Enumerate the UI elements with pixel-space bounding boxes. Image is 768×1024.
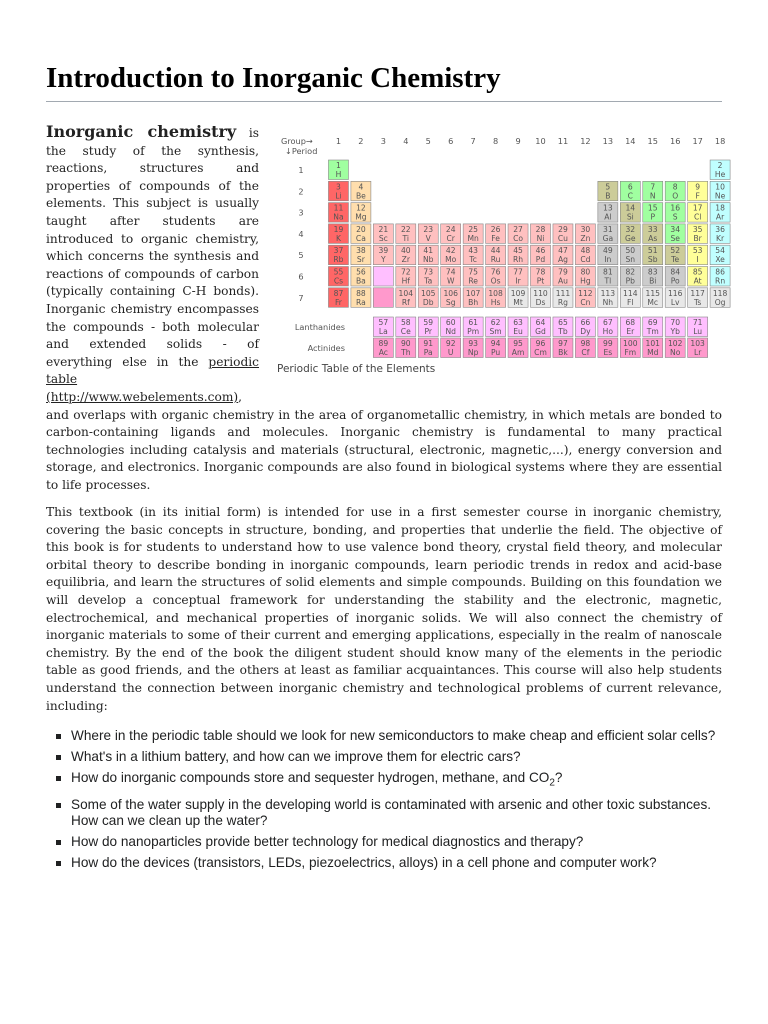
element-symbol: Ni — [536, 233, 545, 243]
element-number: 27 — [513, 224, 523, 234]
element-symbol: Np — [467, 348, 479, 357]
element-symbol: Th — [401, 348, 411, 357]
question-text: Where in the periodic table should we look for new semiconductors to make cheap and efficient solar cells? — [71, 728, 716, 743]
element-number: 39 — [378, 246, 389, 256]
element-number: 44 — [490, 246, 501, 256]
element-symbol: Lu — [693, 327, 703, 336]
element-symbol: Ir — [515, 276, 521, 286]
element-symbol: Na — [333, 212, 344, 222]
element-symbol: Fl — [627, 297, 634, 307]
element-number: 95 — [513, 339, 523, 348]
element-symbol: Fe — [491, 233, 500, 243]
element-number: 90 — [400, 339, 411, 348]
element-symbol: Mn — [467, 233, 479, 243]
element-number: 15 — [647, 203, 658, 213]
element-number: 51 — [647, 246, 658, 256]
element-number: 69 — [647, 318, 658, 327]
group-number: 13 — [602, 136, 614, 146]
group-number: 11 — [557, 136, 569, 146]
element-number: 86 — [715, 267, 725, 277]
element-number: 80 — [580, 267, 591, 277]
question-text: How do inorganic compounds store and sequester hydrogen, methane, and CO — [71, 770, 550, 785]
element-symbol: Sc — [378, 233, 388, 243]
period-number: 7 — [298, 292, 304, 303]
element-symbol: Rf — [401, 297, 410, 307]
figure-caption: Periodic Table of the Elements — [277, 363, 436, 375]
period-number: 6 — [298, 271, 304, 282]
question-tail: ? — [554, 770, 563, 785]
element-symbol: Hg — [580, 276, 591, 286]
element-number: 89 — [378, 339, 389, 348]
element-number: 45 — [513, 246, 523, 256]
element-symbol: Pt — [536, 276, 545, 286]
element-number: 104 — [398, 288, 414, 298]
element-number: 4 — [358, 182, 364, 192]
element-symbol: Rg — [557, 297, 569, 307]
element-number: 105 — [421, 288, 436, 298]
list-item — [46, 797, 722, 829]
element-symbol: P — [650, 212, 656, 222]
element-number: 10 — [715, 182, 725, 192]
element-symbol: Am — [511, 348, 525, 357]
element-symbol: Kr — [716, 233, 725, 243]
element-number: 115 — [645, 288, 660, 298]
element-number: 47 — [558, 246, 568, 256]
element-number: 81 — [603, 267, 613, 277]
element-number: 33 — [647, 224, 658, 234]
bullet-icon — [56, 755, 61, 760]
element-symbol: Bk — [558, 348, 568, 357]
element-symbol: Md — [647, 348, 659, 357]
element-number: 74 — [445, 267, 456, 277]
element-symbol: Rn — [715, 276, 726, 286]
element-symbol: Rb — [333, 255, 344, 265]
element-symbol: Se — [670, 233, 680, 243]
group-number: 5 — [425, 136, 431, 146]
element-number: 35 — [692, 224, 703, 234]
element-number: 93 — [468, 339, 478, 348]
list-item — [46, 749, 722, 765]
period-label: ↓Period — [285, 146, 318, 156]
element-symbol: Ga — [602, 233, 614, 243]
element-symbol: At — [693, 276, 702, 286]
element-symbol: Ac — [378, 348, 388, 357]
element-number: 77 — [513, 267, 523, 277]
element-symbol: Zn — [580, 233, 591, 243]
element-number: 49 — [603, 246, 613, 256]
periodic-table — [277, 125, 728, 395]
element-number: 6 — [627, 182, 633, 192]
element-symbol: As — [648, 233, 658, 243]
element-number: 52 — [670, 246, 681, 256]
element-number: 61 — [468, 318, 478, 327]
element-symbol: B — [605, 191, 611, 201]
co2-subscript: 2 — [549, 777, 555, 789]
element-number: 103 — [690, 339, 705, 348]
element-symbol: Ds — [535, 297, 546, 307]
element-symbol: Ca — [355, 233, 366, 243]
element-number: 112 — [578, 288, 593, 298]
period-number: 2 — [298, 186, 304, 197]
element-symbol: O — [672, 191, 679, 201]
period-number: 4 — [298, 228, 304, 239]
element-number: 58 — [400, 318, 411, 327]
group-number: 17 — [692, 136, 703, 146]
element-number: 85 — [692, 267, 703, 277]
element-number: 56 — [356, 267, 366, 277]
element-number: 75 — [468, 267, 478, 277]
element-number: 76 — [490, 267, 501, 277]
element-symbol: Er — [626, 327, 635, 336]
element-symbol: Be — [355, 191, 366, 201]
element-symbol: Au — [557, 276, 568, 286]
element-number: 17 — [692, 203, 703, 213]
element-number: 30 — [580, 224, 591, 234]
element-symbol: Cm — [534, 348, 547, 357]
element-symbol: Mt — [513, 297, 523, 307]
group-number: 4 — [403, 136, 409, 146]
element-symbol: Sg — [445, 297, 456, 307]
element-number: 108 — [488, 288, 503, 298]
element-number: 84 — [670, 267, 681, 277]
bullet-icon — [56, 734, 61, 739]
element-number: 71 — [692, 318, 703, 327]
element-number: 40 — [400, 246, 411, 256]
element-number: 5 — [605, 182, 611, 192]
element-number: 3 — [336, 182, 341, 192]
bullet-icon — [56, 803, 61, 808]
lanthanide-placeholder — [373, 267, 393, 287]
element-number: 87 — [333, 288, 344, 298]
element-number: 109 — [510, 288, 526, 298]
element-symbol: Xe — [715, 255, 725, 265]
element-number: 118 — [712, 288, 728, 298]
element-number: 96 — [535, 339, 546, 348]
element-number: 2 — [717, 161, 723, 170]
element-number: 60 — [445, 318, 456, 327]
element-number: 13 — [603, 203, 613, 213]
element-symbol: Gd — [535, 327, 546, 336]
element-symbol: Og — [714, 297, 726, 307]
element-number: 72 — [400, 267, 411, 277]
element-symbol: Zr — [401, 255, 410, 265]
element-symbol: Dy — [580, 327, 591, 336]
element-symbol: Ru — [490, 255, 501, 265]
group-number: 8 — [492, 136, 499, 146]
period-number: 3 — [298, 207, 304, 218]
element-number: 101 — [645, 339, 660, 348]
element-number: 18 — [715, 203, 725, 213]
element-number: 7 — [650, 182, 656, 192]
element-number: 110 — [533, 288, 548, 298]
element-symbol: Cr — [446, 233, 455, 243]
element-number: 42 — [445, 246, 456, 256]
element-number: 32 — [625, 224, 636, 234]
element-number: 64 — [535, 318, 546, 327]
element-symbol: Ts — [693, 297, 702, 307]
element-symbol: Re — [468, 276, 478, 286]
element-number: 48 — [580, 246, 591, 256]
intro-section — [46, 122, 728, 494]
element-number: 28 — [535, 224, 546, 234]
period-number: 1 — [298, 165, 304, 175]
element-symbol: I — [696, 255, 699, 265]
element-symbol: Te — [671, 255, 680, 265]
element-symbol: Fr — [334, 297, 342, 307]
intro-text-b: , and overlaps with organic chemistry in the area of organometallic chemistry, in which metals are bonded to carbon-containing ligands and molecules. Inorganic chemistry is fundamental to many practical technologies including catalysis and materials (structural, electronic, magnetic,...), energy conversion and storage, and electronics. Inorganic compounds are also found in biological systems where they are essential to life processes. — [46, 389, 722, 492]
element-symbol: Sm — [489, 327, 502, 336]
element-symbol: Cl — [693, 212, 702, 222]
element-symbol: N — [649, 191, 656, 201]
element-symbol: C — [627, 191, 633, 201]
element-symbol: Po — [670, 276, 680, 286]
element-symbol: Ge — [625, 233, 636, 243]
element-number: 8 — [672, 182, 678, 192]
question-text: How do the devices (transistors, LEDs, piezoelectrics, alloys) in a cell phone and computer work? — [71, 854, 657, 870]
group-number: 9 — [515, 136, 521, 146]
element-number: 100 — [623, 339, 638, 348]
intro-text-a: is the study of the synthesis, reactions, structures and properties of compounds of the elements. This subject is usually taught after students are introduced to organic chemistry, which concerns the synthesis and reactions of compounds of carbon (typically containing C-H bonds). Inorganic chemistry encompasses the compounds - both molecular and extended solids - of everything else in the — [46, 126, 260, 369]
element-symbol: Nb — [422, 255, 434, 265]
element-symbol: Tl — [604, 276, 612, 286]
question-text: Some of the water supply in the developing world is contaminated with arsenic and other toxic substances. How can we clean up the water? — [71, 796, 712, 828]
periodic-table-figure — [277, 125, 728, 395]
element-symbol: Nd — [445, 327, 456, 336]
element-number: 83 — [647, 267, 658, 277]
element-symbol: V — [425, 233, 431, 243]
element-symbol: Y — [381, 255, 386, 265]
element-symbol: Si — [626, 212, 634, 222]
element-number: 41 — [423, 246, 434, 256]
element-number: 88 — [356, 288, 366, 298]
element-number: 16 — [670, 203, 681, 213]
element-symbol: Pr — [424, 327, 433, 336]
element-symbol: Lv — [670, 297, 680, 307]
element-symbol: Hs — [490, 297, 501, 307]
element-symbol: Ho — [602, 327, 614, 336]
element-symbol: Tm — [646, 327, 659, 336]
element-number: 38 — [356, 246, 366, 256]
actinides-label: Actinides — [307, 343, 345, 353]
question-list — [46, 728, 722, 876]
list-item — [46, 770, 722, 792]
element-symbol: Pa — [423, 348, 433, 357]
element-symbol: In — [604, 255, 612, 265]
group-number: 1 — [335, 136, 342, 146]
element-symbol: Lr — [693, 348, 702, 357]
element-number: 14 — [625, 203, 636, 213]
element-number: 99 — [603, 339, 613, 348]
element-symbol: Ra — [356, 297, 366, 307]
element-symbol: Ne — [714, 191, 726, 201]
element-symbol: Ce — [400, 327, 411, 336]
period-number: 5 — [298, 250, 304, 261]
element-symbol: Fm — [624, 348, 637, 357]
element-symbol: Cd — [580, 255, 591, 265]
group-number: 3 — [380, 136, 386, 146]
element-symbol: Nh — [602, 297, 614, 307]
element-number: 67 — [603, 318, 613, 327]
group-number: 15 — [647, 136, 658, 146]
element-number: 66 — [580, 318, 591, 327]
element-symbol: Sn — [625, 255, 636, 265]
element-number: 11 — [333, 203, 344, 213]
element-symbol: K — [335, 233, 341, 243]
element-number: 26 — [490, 224, 501, 234]
element-number: 54 — [715, 246, 725, 256]
question-text: What's in a lithium battery, and how can we improve them for electric cars? — [71, 749, 521, 764]
element-symbol: Db — [422, 297, 434, 307]
element-symbol: Br — [693, 233, 702, 243]
element-number: 111 — [555, 288, 571, 298]
element-symbol: Pb — [625, 276, 636, 286]
element-number: 70 — [670, 318, 681, 327]
lead-term: Inorganic chemistry — [46, 122, 237, 141]
element-symbol: W — [446, 276, 455, 286]
element-symbol: Cu — [557, 233, 569, 243]
element-number: 24 — [445, 224, 456, 234]
element-symbol: Eu — [513, 327, 523, 336]
element-number: 53 — [692, 246, 703, 256]
page-title: Introduction to Inorganic Chemistry — [46, 62, 501, 94]
element-number: 65 — [558, 318, 568, 327]
element-symbol: Bh — [468, 297, 479, 307]
element-number: 50 — [625, 246, 636, 256]
element-symbol: Cs — [333, 276, 344, 286]
element-symbol: Co — [513, 233, 524, 243]
element-number: 22 — [400, 224, 411, 234]
element-number: 102 — [667, 339, 683, 348]
element-symbol: Sb — [647, 255, 658, 265]
element-number: 97 — [558, 339, 568, 348]
element-symbol: F — [695, 191, 700, 201]
group-number: 6 — [448, 136, 454, 146]
element-number: 59 — [423, 318, 434, 327]
element-number: 107 — [465, 288, 481, 298]
element-number: 36 — [715, 224, 725, 234]
element-symbol: Mg — [355, 212, 367, 222]
list-item — [46, 855, 722, 871]
element-number: 12 — [356, 203, 366, 213]
question-text: How do nanoparticles provide better technology for medical diagnostics and therapy? — [71, 833, 584, 849]
element-symbol: Cn — [580, 297, 591, 307]
element-symbol: Li — [335, 191, 342, 201]
element-number: 113 — [600, 288, 616, 298]
element-number: 20 — [356, 224, 366, 234]
element-number: 62 — [490, 318, 501, 327]
element-symbol: Sr — [356, 255, 365, 265]
bullet-icon — [56, 861, 61, 866]
element-symbol: H — [335, 170, 342, 179]
element-symbol: Mc — [647, 297, 659, 307]
element-symbol: Os — [490, 276, 501, 286]
element-symbol: Rh — [513, 255, 524, 265]
element-number: 57 — [378, 318, 389, 327]
element-symbol: Mo — [445, 255, 457, 265]
element-symbol: Cf — [581, 348, 590, 357]
element-symbol: S — [672, 212, 678, 222]
element-symbol: Ba — [355, 276, 366, 286]
group-number: 2 — [358, 136, 364, 146]
periodic-table-link[interactable]: periodic table (http://www.webelements.com) — [46, 354, 259, 404]
element-number: 46 — [535, 246, 546, 256]
element-symbol: Ag — [557, 255, 568, 265]
lanthanides-label: Lanthanides — [294, 322, 345, 332]
element-symbol: Hf — [401, 276, 410, 286]
element-number: 117 — [690, 288, 705, 298]
list-item — [46, 728, 722, 744]
element-number: 114 — [623, 288, 638, 298]
element-number: 23 — [423, 224, 434, 234]
element-symbol: Tb — [558, 327, 568, 336]
element-number: 37 — [333, 246, 344, 256]
group-number: 18 — [714, 136, 726, 146]
title-divider — [46, 101, 722, 102]
element-symbol: Bi — [649, 276, 657, 286]
group-number: 14 — [625, 136, 636, 146]
element-number: 25 — [468, 224, 478, 234]
element-number: 34 — [670, 224, 681, 234]
element-symbol: Al — [604, 212, 612, 222]
group-number: 10 — [535, 136, 546, 146]
element-symbol: Ar — [715, 212, 725, 222]
group-number: 16 — [669, 136, 681, 146]
group-number: 12 — [580, 136, 591, 146]
element-symbol: Yb — [670, 327, 680, 336]
element-number: 29 — [558, 224, 568, 234]
group-label: Group→ — [281, 136, 313, 146]
element-number: 94 — [490, 339, 501, 348]
element-symbol: Ti — [402, 233, 410, 243]
element-number: 92 — [445, 339, 456, 348]
element-number: 9 — [695, 182, 701, 192]
element-symbol: Tc — [469, 255, 477, 265]
element-number: 78 — [535, 267, 546, 277]
element-number: 116 — [667, 288, 683, 298]
element-number: 68 — [625, 318, 636, 327]
element-symbol: He — [714, 170, 726, 179]
element-symbol: Es — [603, 348, 613, 357]
element-number: 79 — [558, 267, 568, 277]
element-number: 19 — [333, 224, 344, 234]
element-number: 63 — [513, 318, 523, 327]
element-symbol: No — [670, 348, 681, 357]
group-number: 7 — [470, 136, 476, 146]
element-symbol: Pu — [490, 348, 501, 357]
element-symbol: La — [378, 327, 388, 336]
element-number: 82 — [625, 267, 636, 277]
element-number: 43 — [468, 246, 478, 256]
bullet-icon — [56, 840, 61, 845]
element-symbol: Ta — [424, 276, 433, 286]
element-number: 106 — [443, 288, 458, 298]
actinide-placeholder — [373, 288, 393, 308]
element-symbol: Pm — [467, 327, 480, 336]
element-number: 98 — [580, 339, 591, 348]
course-description: This textbook (in its initial form) is intended for use in a first semester course in inorganic chemistry, covering the basic concepts in structure, bonding, and properties that underlie the field. The objective of this book is for students to understand how to use valence bond theory, crystal field theory, and molecular orbital theory to describe bonding in inorganic compounds, learn periodic trends in redox and acid-base equilibria, and learn the structures of solid elements and simple compounds. Building on this foundation we will develop a conceptual framework for understanding the stability and the electronic, magnetic, electrochemical, and mechanical properties of inorganic solids. We will also connect the chemistry of inorganic materials to some of their current and emerging applications, especially in the realm of nanoscale chemistry. By the end of the book the diligent student should know many of the elements in the periodic table as good friends, and the others at least as familiar acquaintances. This course will also help students understand the connection between inorganic chemistry and technological problems of current relevance, including: — [46, 505, 722, 713]
bullet-icon — [56, 776, 61, 781]
element-number: 1 — [336, 161, 341, 170]
element-number: 21 — [378, 224, 389, 234]
list-item — [46, 834, 722, 850]
element-symbol: Pd — [535, 255, 546, 265]
element-number: 73 — [423, 267, 434, 277]
element-symbol: U — [447, 348, 454, 357]
element-number: 55 — [333, 267, 344, 277]
element-number: 31 — [603, 224, 613, 234]
element-number: 91 — [423, 339, 434, 348]
